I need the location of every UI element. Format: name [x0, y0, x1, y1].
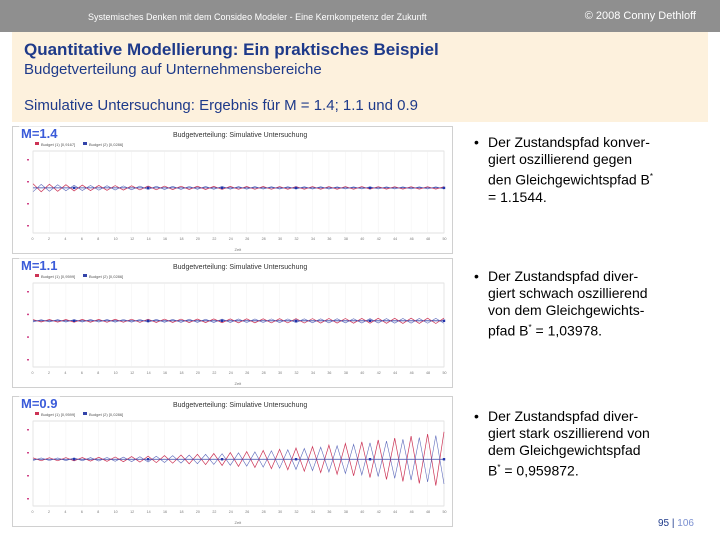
- page-total: 106: [677, 518, 694, 529]
- x-tick-label: 48: [426, 371, 431, 375]
- bullet-line: giert oszillierend gegen: [488, 151, 632, 167]
- x-tick-label: 40: [360, 237, 365, 241]
- x-tick-label: 38: [343, 510, 348, 514]
- x-tick-label: 8: [97, 371, 100, 375]
- y-tick-mark: [27, 475, 29, 477]
- x-tick-label: 42: [376, 510, 381, 514]
- page-separator: |: [669, 518, 678, 529]
- x-tick-label: 50: [442, 371, 447, 375]
- x-axis-caption: Zeit: [234, 520, 242, 525]
- x-tick-label: 36: [327, 510, 332, 514]
- y-tick-mark: [27, 359, 29, 361]
- bullet-dot: •: [474, 268, 479, 284]
- series-marker: [147, 458, 149, 460]
- bullet-line: Der Zustandspfad diver-: [488, 268, 639, 284]
- x-tick-label: 14: [146, 510, 151, 514]
- x-tick-label: 24: [228, 510, 233, 514]
- x-tick-label: 18: [179, 371, 184, 375]
- x-tick-label: 6: [80, 371, 83, 375]
- series-marker: [295, 187, 297, 189]
- chart-title: Budgetverteilung: Simulative Untersuchung: [173, 264, 308, 271]
- legend-label: Budget (1) [0,9599]: [41, 274, 76, 279]
- x-tick-label: 20: [195, 510, 200, 514]
- legend-label: Budget (1) [0,9599]: [41, 412, 76, 417]
- x-tick-label: 18: [179, 510, 184, 514]
- page-number: [658, 518, 694, 529]
- m-label: M=0.9: [21, 396, 58, 411]
- series-marker: [221, 320, 223, 322]
- series-marker: [147, 320, 149, 322]
- x-tick-label: 32: [294, 371, 299, 375]
- bullet-line: giert schwach oszillierend: [488, 285, 648, 301]
- x-tick-label: 44: [393, 510, 398, 514]
- x-tick-label: 0: [31, 371, 34, 375]
- bullet-dot: •: [474, 134, 479, 150]
- x-tick-label: 32: [294, 237, 299, 241]
- x-axis-caption: Zeit: [234, 247, 242, 252]
- bullet-line: = 1.1544.: [488, 188, 547, 205]
- x-tick-label: 16: [163, 371, 168, 375]
- x-tick-label: 42: [376, 371, 381, 375]
- x-tick-label: 10: [113, 510, 118, 514]
- page-current: 95: [658, 518, 670, 529]
- series-marker: [443, 187, 445, 189]
- legend-swatch: [83, 412, 87, 415]
- series-marker: [295, 458, 297, 460]
- bullet-line: Der Zustandspfad konver-: [488, 134, 650, 150]
- superscript: *: [528, 323, 532, 332]
- bullet-value: = 1,03978.: [531, 322, 603, 339]
- bullet-m11: [474, 268, 710, 340]
- x-tick-label: 36: [327, 371, 332, 375]
- x-tick-label: 30: [278, 510, 283, 514]
- copyright: © 2008 Conny Dethloff: [584, 10, 696, 22]
- x-tick-label: 10: [113, 237, 118, 241]
- x-tick-label: 12: [130, 237, 135, 241]
- series-marker: [443, 458, 445, 460]
- m-label: M=1.1: [21, 258, 58, 273]
- legend-label: Budget (2) [0,0286]: [89, 142, 124, 147]
- bullet-line: B: [488, 462, 498, 479]
- series-marker: [221, 458, 223, 460]
- x-tick-label: 34: [310, 371, 315, 375]
- x-tick-label: 18: [179, 237, 184, 241]
- bullet-line: giert stark oszillierend von: [488, 425, 650, 441]
- x-tick-label: 26: [245, 510, 250, 514]
- x-tick-label: 16: [163, 510, 168, 514]
- x-tick-label: 24: [228, 237, 233, 241]
- bullet-line: pfad B: [488, 322, 529, 339]
- x-tick-label: 28: [261, 237, 266, 241]
- x-tick-label: 26: [245, 371, 250, 375]
- x-tick-label: 22: [212, 510, 217, 514]
- legend-swatch: [35, 142, 39, 145]
- x-tick-label: 40: [360, 371, 365, 375]
- section-heading: Simulative Untersuchung: Ergebnis für M = 1.4; 1.1 und 0.9: [24, 97, 418, 114]
- y-tick-mark: [27, 336, 29, 338]
- x-tick-label: 8: [97, 510, 100, 514]
- y-tick-mark: [27, 181, 29, 183]
- x-tick-label: 6: [80, 237, 83, 241]
- legend-swatch: [83, 274, 87, 277]
- chart-title: Budgetverteilung: Simulative Untersuchung: [173, 132, 308, 139]
- series-marker: [73, 458, 75, 460]
- x-tick-label: 2: [47, 237, 50, 241]
- top-bar: [0, 0, 720, 32]
- x-axis-caption: Zeit: [234, 381, 242, 386]
- bullet-dot: •: [474, 408, 479, 424]
- m-label: M=1.4: [21, 126, 58, 141]
- x-tick-label: 30: [278, 371, 283, 375]
- x-tick-label: 36: [327, 237, 332, 241]
- plot-area: [33, 283, 444, 367]
- x-tick-label: 12: [130, 371, 135, 375]
- x-tick-label: 34: [310, 510, 315, 514]
- x-tick-label: 46: [409, 371, 414, 375]
- x-tick-label: 0: [31, 510, 34, 514]
- x-tick-label: 26: [245, 237, 250, 241]
- x-tick-label: 6: [80, 510, 83, 514]
- x-tick-label: 20: [195, 371, 200, 375]
- x-tick-label: 14: [146, 371, 151, 375]
- bullet-value: = 0,959872.: [500, 462, 579, 479]
- y-tick-mark: [27, 498, 29, 500]
- bullet-line: von dem Gleichgewichts-: [488, 302, 645, 318]
- chart-m09: [13, 397, 454, 528]
- y-tick-mark: [27, 159, 29, 161]
- x-tick-label: 8: [97, 237, 100, 241]
- y-tick-mark: [27, 203, 29, 205]
- series-marker: [369, 187, 371, 189]
- series-marker: [147, 187, 149, 189]
- x-tick-label: 40: [360, 510, 365, 514]
- x-tick-label: 48: [426, 510, 431, 514]
- slide-title: Quantitative Modellierung: Ein praktisches Beispiel: [24, 40, 439, 59]
- y-tick-mark: [27, 225, 29, 227]
- x-tick-label: 38: [343, 237, 348, 241]
- superscript: *: [497, 463, 501, 472]
- series-marker: [73, 320, 75, 322]
- bullet-line: Der Zustandspfad diver-: [488, 408, 639, 424]
- bullet-m09: [474, 408, 710, 480]
- x-tick-label: 46: [409, 237, 414, 241]
- series-marker: [73, 187, 75, 189]
- x-tick-label: 28: [261, 371, 266, 375]
- y-tick-mark: [27, 429, 29, 431]
- x-tick-label: 46: [409, 510, 414, 514]
- slide-header: [12, 32, 708, 122]
- x-tick-label: 30: [278, 237, 283, 241]
- chart-m14: [13, 127, 454, 255]
- series-marker: [295, 320, 297, 322]
- legend-swatch: [35, 274, 39, 277]
- x-tick-label: 50: [442, 237, 447, 241]
- x-tick-label: 34: [310, 237, 315, 241]
- x-tick-label: 28: [261, 510, 266, 514]
- legend-swatch: [35, 412, 39, 415]
- x-tick-label: 16: [163, 237, 168, 241]
- bullet-line: dem Gleichgewichtspfad: [488, 442, 641, 458]
- x-tick-label: 20: [195, 237, 200, 241]
- slide-subtitle: Budgetverteilung auf Unternehmensbereiche: [24, 61, 322, 78]
- x-tick-label: 2: [47, 510, 50, 514]
- x-tick-label: 32: [294, 510, 299, 514]
- y-tick-mark: [27, 452, 29, 454]
- x-tick-label: 2: [47, 371, 50, 375]
- x-tick-label: 44: [393, 237, 398, 241]
- x-tick-label: 4: [64, 510, 67, 514]
- series-marker: [369, 320, 371, 322]
- y-tick-mark: [27, 314, 29, 316]
- x-tick-label: 10: [113, 371, 118, 375]
- chart-title: Budgetverteilung: Simulative Untersuchung: [173, 402, 308, 409]
- chart-panel-m09: [12, 396, 453, 527]
- series-marker: [221, 187, 223, 189]
- x-tick-label: 0: [31, 237, 34, 241]
- y-tick-mark: [27, 291, 29, 293]
- plot-area: [33, 421, 444, 506]
- legend-label: Budget (2) [0,0286]: [89, 274, 124, 279]
- presentation-title: Systemisches Denken mit dem Consideo Modeler - Eine Kernkompetenz der Zukunft: [88, 12, 427, 22]
- x-tick-label: 48: [426, 237, 431, 241]
- legend-swatch: [83, 142, 87, 145]
- x-tick-label: 4: [64, 237, 67, 241]
- x-tick-label: 4: [64, 371, 67, 375]
- plot-area: [33, 151, 444, 233]
- x-tick-label: 24: [228, 371, 233, 375]
- x-tick-label: 22: [212, 237, 217, 241]
- chart-panel-m11: [12, 258, 453, 388]
- x-tick-label: 42: [376, 237, 381, 241]
- x-tick-label: 14: [146, 237, 151, 241]
- series-marker: [369, 458, 371, 460]
- bullet-line: den Gleichgewichtspfad B: [488, 171, 650, 188]
- chart-panel-m14: [12, 126, 453, 254]
- chart-m11: [13, 259, 454, 389]
- legend-label: Budget (1) [0,9167]: [41, 142, 76, 147]
- x-tick-label: 22: [212, 371, 217, 375]
- x-tick-label: 38: [343, 371, 348, 375]
- legend-label: Budget (2) [0,0286]: [89, 412, 124, 417]
- x-tick-label: 44: [393, 371, 398, 375]
- series-marker: [443, 320, 445, 322]
- x-tick-label: 12: [130, 510, 135, 514]
- x-tick-label: 50: [442, 510, 447, 514]
- superscript: *: [649, 172, 653, 181]
- bullet-m14: [474, 134, 710, 206]
